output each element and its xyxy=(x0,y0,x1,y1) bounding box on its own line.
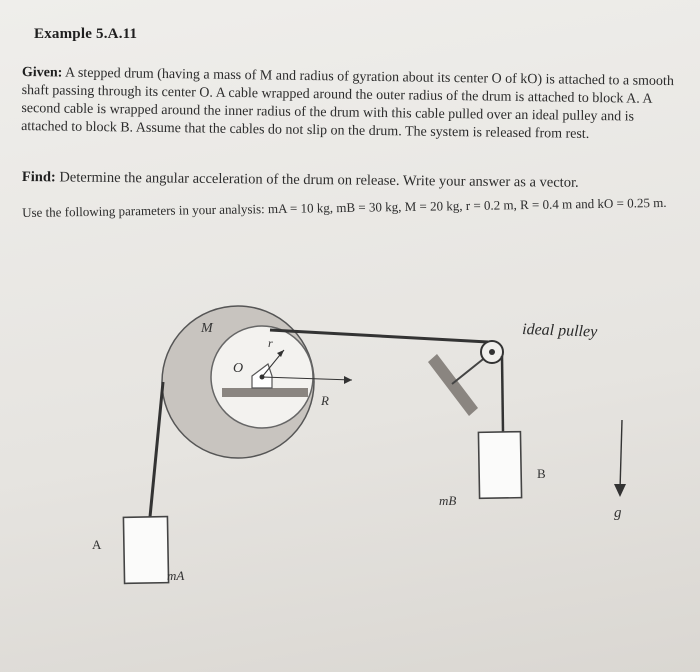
block-b-label: B xyxy=(537,466,546,481)
block-b xyxy=(478,432,521,499)
example-title: Example 5.A.11 xyxy=(34,26,138,42)
shaft-support-base xyxy=(222,388,308,397)
block-a-mass-label: mA xyxy=(167,568,185,583)
outer-radius-label: R xyxy=(321,393,329,408)
find-text: Determine the angular acceleration of the drum on release. Write your answer as a vector. xyxy=(59,169,579,191)
block-b-mass-label: mB xyxy=(439,493,457,508)
find-label: Find: xyxy=(21,168,56,186)
cable-to-block-a xyxy=(150,382,163,517)
block-a-label: A xyxy=(92,537,102,552)
gravity-label: g xyxy=(614,505,622,521)
ideal-pulley-label: ideal pulley xyxy=(521,321,598,341)
pulley-support xyxy=(428,354,478,416)
outer-radius-arrowhead xyxy=(344,376,352,384)
given-label: Given: xyxy=(21,64,63,81)
pulley-axle xyxy=(489,349,495,355)
parameters-text: Use the following parameters in your analysis: mA = 10 kg, mB = 30 kg, M = 20 kg, r = 0.2 m, R = 0.4 m and kO = 0.25 m. xyxy=(22,194,667,220)
gravity-arrowhead xyxy=(614,484,626,497)
cable-to-pulley xyxy=(270,330,488,342)
center-label: O xyxy=(233,361,244,376)
inner-radius-label: r xyxy=(268,336,273,350)
gravity-arrow xyxy=(620,420,622,490)
given-text: A stepped drum (having a mass of M and radius of gyration about its center O of kO) is attached to a smooth shaft passing through its center O. A cable wrapped around the outer radius of the drum is attached to block A. A second cable is wrapped around the inner radius of the drum with this cable pulled over an ideal pulley and is attached to block B. Assume that the cables do not slip on the drum. The system is released from rest. xyxy=(21,65,674,142)
cable-to-block-b xyxy=(502,356,503,432)
block-a xyxy=(123,517,168,584)
drum-mass-label: M xyxy=(201,321,213,336)
